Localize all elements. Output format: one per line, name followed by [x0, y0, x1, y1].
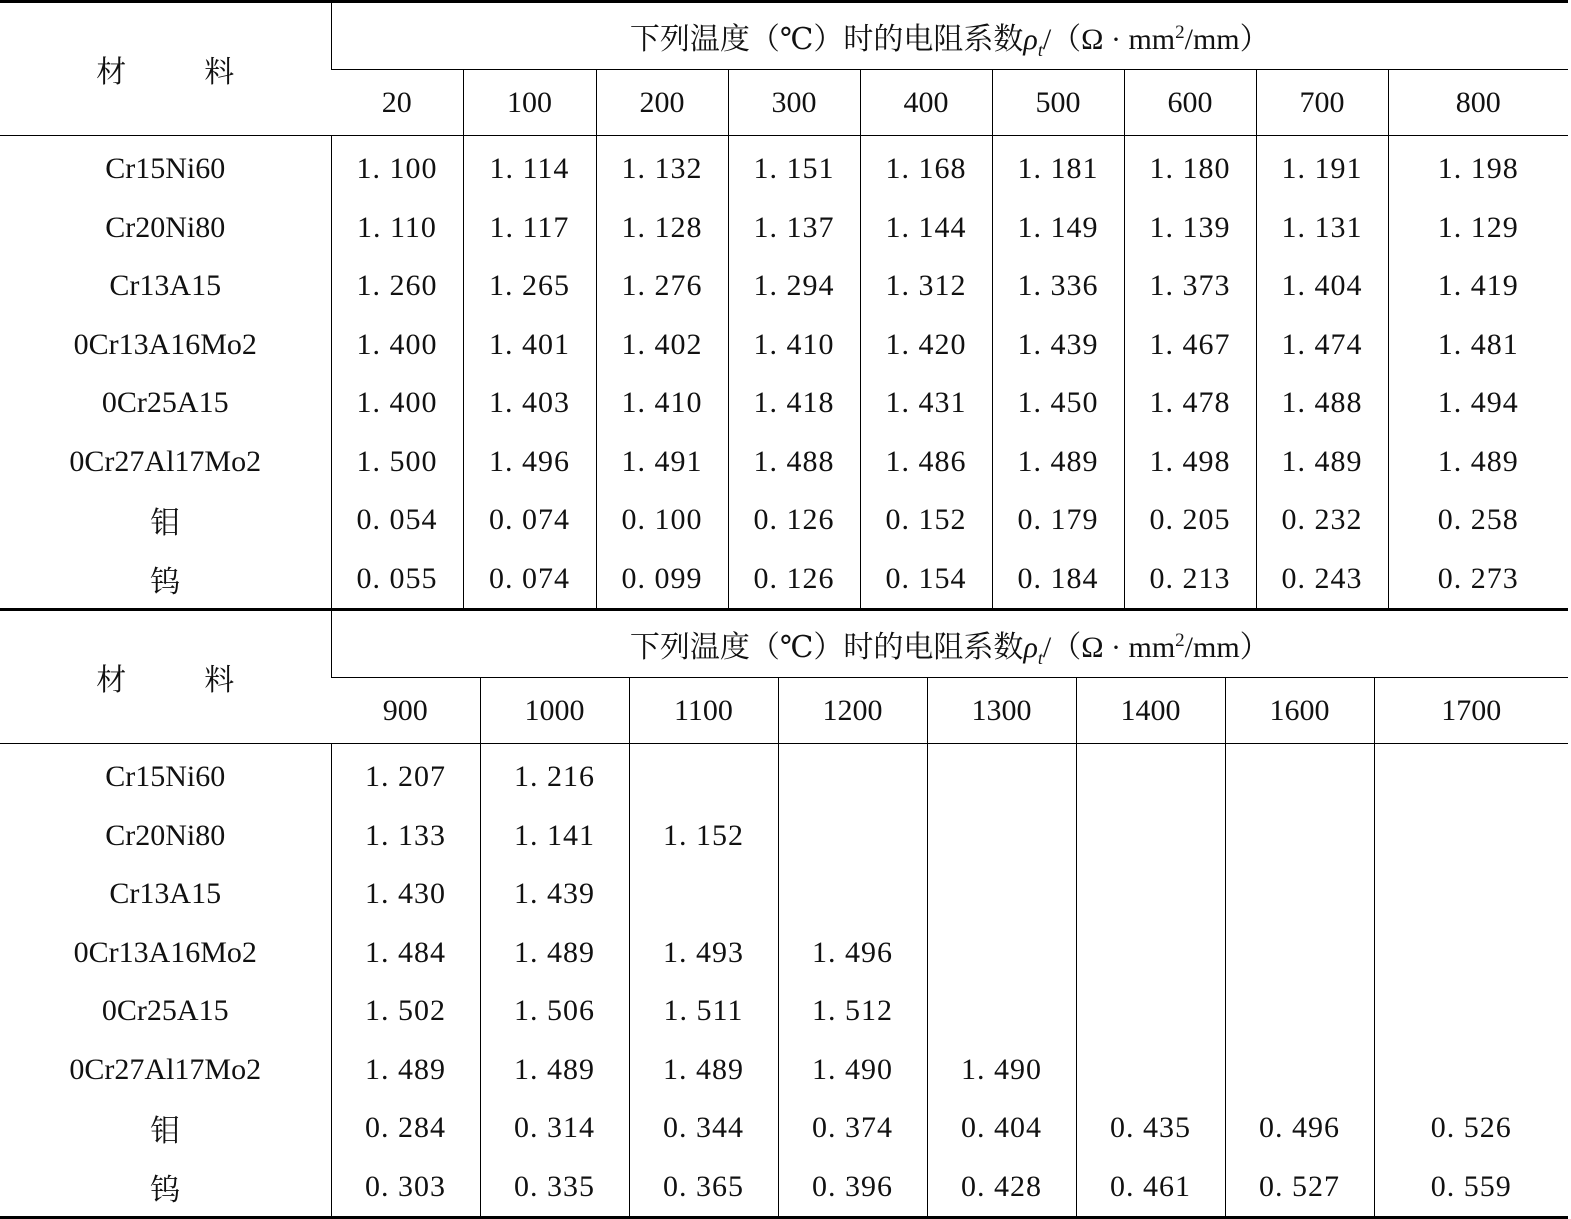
resistivity-value: 1. 151: [728, 136, 860, 199]
resistivity-value: 1. 489: [992, 433, 1124, 492]
resistivity-value: 1. 410: [596, 374, 728, 433]
resistivity-value: 1. 506: [480, 982, 629, 1041]
resistivity-value: 1. 216: [480, 744, 629, 807]
resistivity-value: 1. 502: [331, 982, 480, 1041]
table-row: [0, 865, 1568, 924]
resistivity-value: [778, 865, 927, 924]
resistivity-value: 0. 074: [463, 491, 596, 550]
resistivity-value: [1076, 865, 1225, 924]
material-header: 材 料: [0, 2, 331, 136]
resistivity-value: 1. 486: [860, 433, 992, 492]
material-name: 0Cr27Al17Mo2: [69, 1052, 262, 1086]
temp-header: 1700: [1374, 678, 1568, 744]
resistivity-value: 1. 489: [1256, 433, 1388, 492]
resistivity-value: 1. 489: [629, 1041, 778, 1100]
material-name: Cr20Ni80: [105, 210, 226, 244]
resistivity-value: 0. 496: [1225, 1099, 1374, 1158]
resistivity-value: 1. 489: [480, 1041, 629, 1100]
resistivity-value: 0. 054: [331, 491, 463, 550]
material-name: 0Cr27Al17Mo2: [69, 444, 262, 478]
resistivity-value: 0. 374: [778, 1099, 927, 1158]
resistivity-value: 1. 481: [1388, 316, 1568, 375]
resistivity-value: 1. 496: [778, 924, 927, 983]
resistivity-value: 0. 396: [778, 1158, 927, 1218]
resistivity-value: [629, 865, 778, 924]
table-row: [0, 550, 1568, 610]
unit-superscript: 2: [1175, 630, 1185, 651]
resistivity-value: [778, 744, 927, 807]
resistivity-value: 1. 431: [860, 374, 992, 433]
resistivity-value: 1. 128: [596, 199, 728, 258]
resistivity-value: 1. 419: [1388, 257, 1568, 316]
resistivity-value: 1. 133: [331, 807, 480, 866]
resistivity-value: [1225, 807, 1374, 866]
table-title: [331, 2, 1568, 70]
resistivity-value: 0. 243: [1256, 550, 1388, 610]
rho-symbol: ρ: [1023, 631, 1038, 664]
resistivity-value: 0. 184: [992, 550, 1124, 610]
resistivity-value: 1. 430: [331, 865, 480, 924]
resistivity-value: 0. 559: [1374, 1158, 1568, 1218]
resistivity-value: 1. 494: [1388, 374, 1568, 433]
resistivity-value: 1. 207: [331, 744, 480, 807]
resistivity-value: [927, 865, 1076, 924]
resistivity-value: 1. 401: [463, 316, 596, 375]
resistivity-value: 1. 500: [331, 433, 463, 492]
title-prefix: 下列温度（℃）时的电阻系数: [629, 631, 1024, 664]
resistivity-value: 1. 373: [1124, 257, 1256, 316]
resistivity-value: 0. 074: [463, 550, 596, 610]
resistivity-value: 0. 126: [728, 550, 860, 610]
material-name: 钼: [150, 1115, 181, 1149]
resistivity-value: 1. 276: [596, 257, 728, 316]
table-row: [0, 316, 1568, 375]
material-name: Cr13A15: [109, 269, 222, 303]
resistivity-value: [1374, 744, 1568, 807]
unit-open: /（Ω · mm: [1042, 23, 1176, 56]
unit-open: /（Ω · mm: [1042, 631, 1176, 664]
resistivity-value: 0. 526: [1374, 1099, 1568, 1158]
resistivity-value: 0. 154: [860, 550, 992, 610]
material-name: Cr13A15: [109, 877, 222, 911]
resistivity-value: [1225, 924, 1374, 983]
resistivity-value: 1. 484: [331, 924, 480, 983]
resistivity-value: [927, 982, 1076, 1041]
table-row: [0, 1041, 1568, 1100]
resistivity-value: 1. 131: [1256, 199, 1388, 258]
resistivity-value: 1. 139: [1124, 199, 1256, 258]
temp-header: 1200: [778, 678, 927, 744]
resistivity-value: 1. 490: [927, 1041, 1076, 1100]
resistivity-value: 0. 428: [927, 1158, 1076, 1218]
material-name: Cr15Ni60: [105, 152, 226, 186]
resistivity-value: 1. 294: [728, 257, 860, 316]
unit-close: /mm）: [1184, 23, 1270, 56]
table-row: [0, 924, 1568, 983]
resistivity-value: 1. 488: [728, 433, 860, 492]
resistivity-value: 1. 439: [480, 865, 629, 924]
resistivity-value: 1. 198: [1388, 136, 1568, 199]
table-row: [0, 1099, 1568, 1158]
table-row: [0, 136, 1568, 199]
material-name: 0Cr25A15: [101, 994, 229, 1028]
temp-header: 20: [331, 70, 463, 136]
resistivity-value: [927, 744, 1076, 807]
resistivity-value: 1. 512: [778, 982, 927, 1041]
resistivity-value: 1. 117: [463, 199, 596, 258]
resistivity-value: 1. 129: [1388, 199, 1568, 258]
table-row: [0, 807, 1568, 866]
resistivity-value: [1225, 982, 1374, 1041]
resistivity-value: 0. 152: [860, 491, 992, 550]
resistivity-value: [1225, 865, 1374, 924]
material-name: Cr15Ni60: [105, 760, 226, 794]
resistivity-value: 1. 132: [596, 136, 728, 199]
temp-header: 600: [1124, 70, 1256, 136]
resistivity-value: 1. 180: [1124, 136, 1256, 199]
rho-subscript: t: [1037, 40, 1043, 60]
resistivity-value: 0. 205: [1124, 491, 1256, 550]
temp-header: 500: [992, 70, 1124, 136]
table-row: [0, 433, 1568, 492]
resistivity-value: 0. 258: [1388, 491, 1568, 550]
resistivity-value: 0. 461: [1076, 1158, 1225, 1218]
resistivity-value: 0. 055: [331, 550, 463, 610]
resistivity-value: 1. 152: [629, 807, 778, 866]
resistivity-value: [1374, 807, 1568, 866]
resistivity-value: 1. 402: [596, 316, 728, 375]
resistivity-value: 1. 260: [331, 257, 463, 316]
resistivity-value: 1. 410: [728, 316, 860, 375]
resistivity-value: 1. 467: [1124, 316, 1256, 375]
material-name: 钨: [150, 1173, 181, 1207]
material-name: Cr20Ni80: [105, 818, 226, 852]
resistivity-value: 0. 527: [1225, 1158, 1374, 1218]
table-body-top: [0, 136, 1568, 610]
resistivity-value: 1. 312: [860, 257, 992, 316]
resistivity-value: 0. 404: [927, 1099, 1076, 1158]
resistivity-table-high-temp: [0, 608, 1568, 1219]
material-name: 钼: [150, 507, 181, 541]
rho-subscript: t: [1037, 648, 1043, 668]
title-prefix: 下列温度（℃）时的电阻系数: [629, 23, 1024, 56]
resistivity-value: [1225, 744, 1374, 807]
material-name: 0Cr13A16Mo2: [73, 935, 257, 969]
resistivity-value: 1. 418: [728, 374, 860, 433]
resistivity-value: 1. 149: [992, 199, 1124, 258]
resistivity-value: [1076, 744, 1225, 807]
resistivity-value: 1. 336: [992, 257, 1124, 316]
resistivity-value: [1374, 982, 1568, 1041]
resistivity-value: [1076, 1041, 1225, 1100]
unit-close: /mm）: [1184, 631, 1270, 664]
temp-header: 1400: [1076, 678, 1225, 744]
temp-header: 1600: [1225, 678, 1374, 744]
resistivity-value: 1. 141: [480, 807, 629, 866]
resistivity-value: [778, 807, 927, 866]
resistivity-value: 0. 179: [992, 491, 1124, 550]
table-body-bottom: [0, 744, 1568, 1218]
temp-header: 400: [860, 70, 992, 136]
resistivity-value: 0. 273: [1388, 550, 1568, 610]
table-row: [0, 1158, 1568, 1218]
temp-header: 300: [728, 70, 860, 136]
temp-header: 900: [331, 678, 480, 744]
resistivity-value: [1076, 982, 1225, 1041]
rho-symbol: ρ: [1023, 23, 1038, 56]
resistivity-value: [1374, 865, 1568, 924]
resistivity-value: 0. 435: [1076, 1099, 1225, 1158]
temp-header: 1000: [480, 678, 629, 744]
resistivity-value: 0. 126: [728, 491, 860, 550]
resistivity-value: 1. 511: [629, 982, 778, 1041]
resistivity-value: 0. 335: [480, 1158, 629, 1218]
resistivity-value: 1. 191: [1256, 136, 1388, 199]
resistivity-value: 1. 110: [331, 199, 463, 258]
resistivity-value: 1. 474: [1256, 316, 1388, 375]
resistivity-value: 1. 490: [778, 1041, 927, 1100]
resistivity-value: 1. 404: [1256, 257, 1388, 316]
temp-header: 700: [1256, 70, 1388, 136]
temp-header: 100: [463, 70, 596, 136]
resistivity-value: 1. 420: [860, 316, 992, 375]
resistivity-value: 0. 099: [596, 550, 728, 610]
table-row: [0, 257, 1568, 316]
table-row: [0, 374, 1568, 433]
temp-header: 200: [596, 70, 728, 136]
resistivity-value: 1. 478: [1124, 374, 1256, 433]
resistivity-value: 1. 489: [1388, 433, 1568, 492]
resistivity-value: [927, 924, 1076, 983]
resistivity-value: 1. 489: [331, 1041, 480, 1100]
resistivity-value: 1. 489: [480, 924, 629, 983]
resistivity-value: 1. 450: [992, 374, 1124, 433]
material-header: 材 料: [0, 610, 331, 744]
resistivity-value: 1. 496: [463, 433, 596, 492]
material-name: 0Cr13A16Mo2: [73, 327, 257, 361]
temp-header: 1300: [927, 678, 1076, 744]
table-title: [331, 610, 1568, 678]
table-row: [0, 199, 1568, 258]
resistivity-value: 1. 181: [992, 136, 1124, 199]
resistivity-value: [1374, 924, 1568, 983]
resistivity-value: 1. 265: [463, 257, 596, 316]
resistivity-value: 0. 100: [596, 491, 728, 550]
resistivity-value: [927, 807, 1076, 866]
resistivity-value: 0. 344: [629, 1099, 778, 1158]
resistivity-value: 0. 303: [331, 1158, 480, 1218]
resistivity-value: 1. 168: [860, 136, 992, 199]
resistivity-value: [1076, 924, 1225, 983]
resistivity-value: 1. 439: [992, 316, 1124, 375]
resistivity-value: 1. 100: [331, 136, 463, 199]
table-row: [0, 744, 1568, 807]
temp-header: 800: [1388, 70, 1568, 136]
resistivity-value: 1. 403: [463, 374, 596, 433]
table-row: [0, 491, 1568, 550]
resistivity-value: 0. 314: [480, 1099, 629, 1158]
resistivity-value: [629, 744, 778, 807]
temp-header: 1100: [629, 678, 778, 744]
resistivity-value: 1. 488: [1256, 374, 1388, 433]
resistivity-value: 0. 213: [1124, 550, 1256, 610]
resistivity-value: 0. 232: [1256, 491, 1388, 550]
table-row: [0, 982, 1568, 1041]
resistivity-value: 1. 493: [629, 924, 778, 983]
material-name: 0Cr25A15: [101, 386, 229, 420]
resistivity-value: 0. 284: [331, 1099, 480, 1158]
resistivity-value: 1. 137: [728, 199, 860, 258]
resistivity-value: 0. 365: [629, 1158, 778, 1218]
resistivity-value: 1. 144: [860, 199, 992, 258]
resistivity-value: 1. 114: [463, 136, 596, 199]
resistivity-value: [1076, 807, 1225, 866]
resistivity-value: 1. 491: [596, 433, 728, 492]
resistivity-value: [1225, 1041, 1374, 1100]
resistivity-value: 1. 498: [1124, 433, 1256, 492]
unit-superscript: 2: [1175, 22, 1185, 43]
material-name: 钨: [150, 565, 181, 599]
resistivity-value: 1. 400: [331, 316, 463, 375]
resistivity-value: 1. 400: [331, 374, 463, 433]
resistivity-value: [1374, 1041, 1568, 1100]
